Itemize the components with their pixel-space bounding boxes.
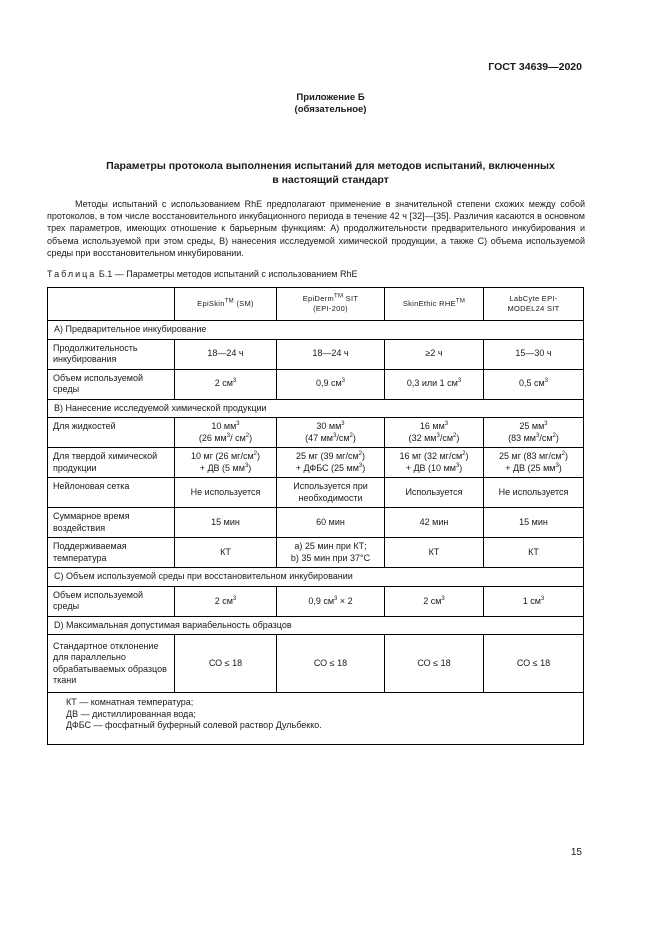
page-number: 15 — [570, 847, 582, 858]
table-cell: ≥2 ч — [385, 339, 484, 369]
table-cell: 15 мин — [175, 508, 277, 538]
table-cell: a) 25 мин при КТ; b) 35 мин при 37°C — [277, 538, 385, 568]
table-cell: 18—24 ч — [175, 339, 277, 369]
table-row — [48, 635, 584, 693]
table-cell: 15 мин — [484, 508, 584, 538]
table-row — [48, 478, 584, 508]
table-row — [48, 339, 584, 369]
note-line: ДФБС — фосфатный буферный солевой раствор Дульбекко. — [66, 720, 322, 731]
section-row-b — [48, 399, 584, 418]
table-row — [48, 586, 584, 616]
section-a-label: A) Предварительное инкубирование — [48, 321, 584, 340]
table-caption-text: — Параметры методов испытаний с использованием RhE — [114, 269, 358, 279]
table-cell: СО ≤ 18 — [484, 635, 584, 693]
table-row — [48, 369, 584, 399]
table-cell: Не используется — [484, 478, 584, 508]
table-cell: 25 мг (83 $мг/см^2$) + ДВ (25 $мм^3$) — [484, 448, 584, 478]
row-label: Суммарное время воздействия — [48, 508, 175, 538]
header-labcyte: LabCyte EPI- MODEL24 SIT — [484, 288, 584, 321]
annex-title: Приложение Б — [296, 92, 365, 103]
annex-status: (обязательное) — [294, 104, 367, 116]
table-caption — [47, 269, 357, 281]
table-caption-number: Б.1 — [98, 269, 113, 279]
table-caption-label: Таблица — [47, 269, 97, 279]
section-b-label: B) Нанесение исследуемой химической продукции — [48, 399, 584, 418]
table-cell: 0,5 $см^3$ — [484, 369, 584, 399]
table-notes — [48, 693, 584, 745]
row-label: Поддерживаемая температура — [48, 538, 175, 568]
table-cell: 18—24 ч — [277, 339, 385, 369]
section-title-line2: в настоящий стандарт — [272, 173, 389, 186]
section-row-c — [48, 568, 584, 587]
table-cell: 1 $см^3$ — [484, 586, 584, 616]
table-row — [48, 508, 584, 538]
table-cell: СО ≤ 18 — [175, 635, 277, 693]
table-cell: СО ≤ 18 — [277, 635, 385, 693]
table-cell: 25 $мм^3$ (83 $мм^3/см^2$) — [484, 418, 584, 448]
table-cell: 60 мин — [277, 508, 385, 538]
note-line: ДВ — дистиллированная вода; — [66, 708, 196, 719]
table-cell: 42 мин — [385, 508, 484, 538]
table-cell: КТ — [484, 538, 584, 568]
row-label: Для жидкостей — [48, 418, 175, 448]
table-row — [48, 448, 584, 478]
header-empty — [48, 288, 175, 321]
table-header-row — [48, 288, 584, 321]
table-cell: 10 мг (26 $мг/см^2$) + ДВ (5 $мм^3$) — [175, 448, 277, 478]
row-label: Нейлоновая сетка — [48, 478, 175, 508]
table-cell: 16 мг (32 $мг/см^2$) + ДВ (10 $мм^3$) — [385, 448, 484, 478]
table-cell: 25 мг (39 $мг/см^2$) + ДФБС (25 $мм^3$) — [277, 448, 385, 478]
table-cell: Используется — [385, 478, 484, 508]
section-title — [70, 160, 591, 188]
table-cell: Не используется — [175, 478, 277, 508]
table-cell: 15—30 ч — [484, 339, 584, 369]
notes-row — [48, 693, 584, 745]
section-row-d — [48, 616, 584, 635]
table-cell: 2 $см^3$ — [175, 586, 277, 616]
standard-code: ГОСТ 34639—2020 — [488, 61, 582, 73]
table-cell: СО ≤ 18 — [385, 635, 484, 693]
table-cell: 0,9 $см^3$ — [277, 369, 385, 399]
table-cell: 0,3 или 1 $см^3$ — [385, 369, 484, 399]
table-cell: КТ — [385, 538, 484, 568]
row-label: Объем используемой среды — [48, 369, 175, 399]
table-cell: 30 $мм^3$ (47 $мм^3/см^2$) — [277, 418, 385, 448]
header-epiderm: EpiDerm™ SIT (EPI-200) — [277, 288, 385, 321]
table-cell: 10 $мм^3$ (26 $мм^3/$ $см^2$) — [175, 418, 277, 448]
table-cell: 2 $см^3$ — [175, 369, 277, 399]
header-skinethic: SkinEthic RHE™ — [385, 288, 484, 321]
note-line: КТ — комнатная температура; — [66, 697, 194, 708]
section-row-a — [48, 321, 584, 340]
intro-paragraph: Методы испытаний с использованием RhE предполагают применение в значительной степени схожих между собой протоколов, в том числе восстановительного инкубационного периода в течение 42 ч [32]—[35]. Различия касаются в основном трех параметров, имеющих отношение к барьерным функциям: A) продолжительности предварительного инкубирования и объема используемой при этом среды, B) нанесения исследуемой химической продукции, а также C) объема используемой среды при восстановительном инкубировании. — [47, 199, 585, 258]
table-cell: Используется при необходимости — [277, 478, 385, 508]
row-label: Продолжительность инкубирования — [48, 339, 175, 369]
annex-heading — [0, 92, 661, 117]
row-label: Стандартное отклонение для параллельно обрабатываемых образцов ткани — [48, 635, 175, 693]
table-cell: 16 $мм^3$ (32 $мм^3/см^2$) — [385, 418, 484, 448]
row-label: Объем используемой среды — [48, 586, 175, 616]
table-row — [48, 418, 584, 448]
section-c-label: C) Объем используемой среды при восстановительном инкубировании — [48, 568, 584, 587]
table-cell: КТ — [175, 538, 277, 568]
header-episkin: EpiSkin™ (SM) — [175, 288, 277, 321]
section-d-label: D) Максимальная допустимая вариабельность образцов — [48, 616, 584, 635]
table-row — [48, 538, 584, 568]
section-title-line1: Параметры протокола выполнения испытаний для методов испытаний, включенных — [106, 160, 555, 172]
table-cell: 0,9 $см^3 \times 2$ — [277, 586, 385, 616]
parameters-table — [47, 287, 584, 745]
table-cell: 2 $см^3$ — [385, 586, 484, 616]
row-label: Для твердой химической продукции — [48, 448, 175, 478]
